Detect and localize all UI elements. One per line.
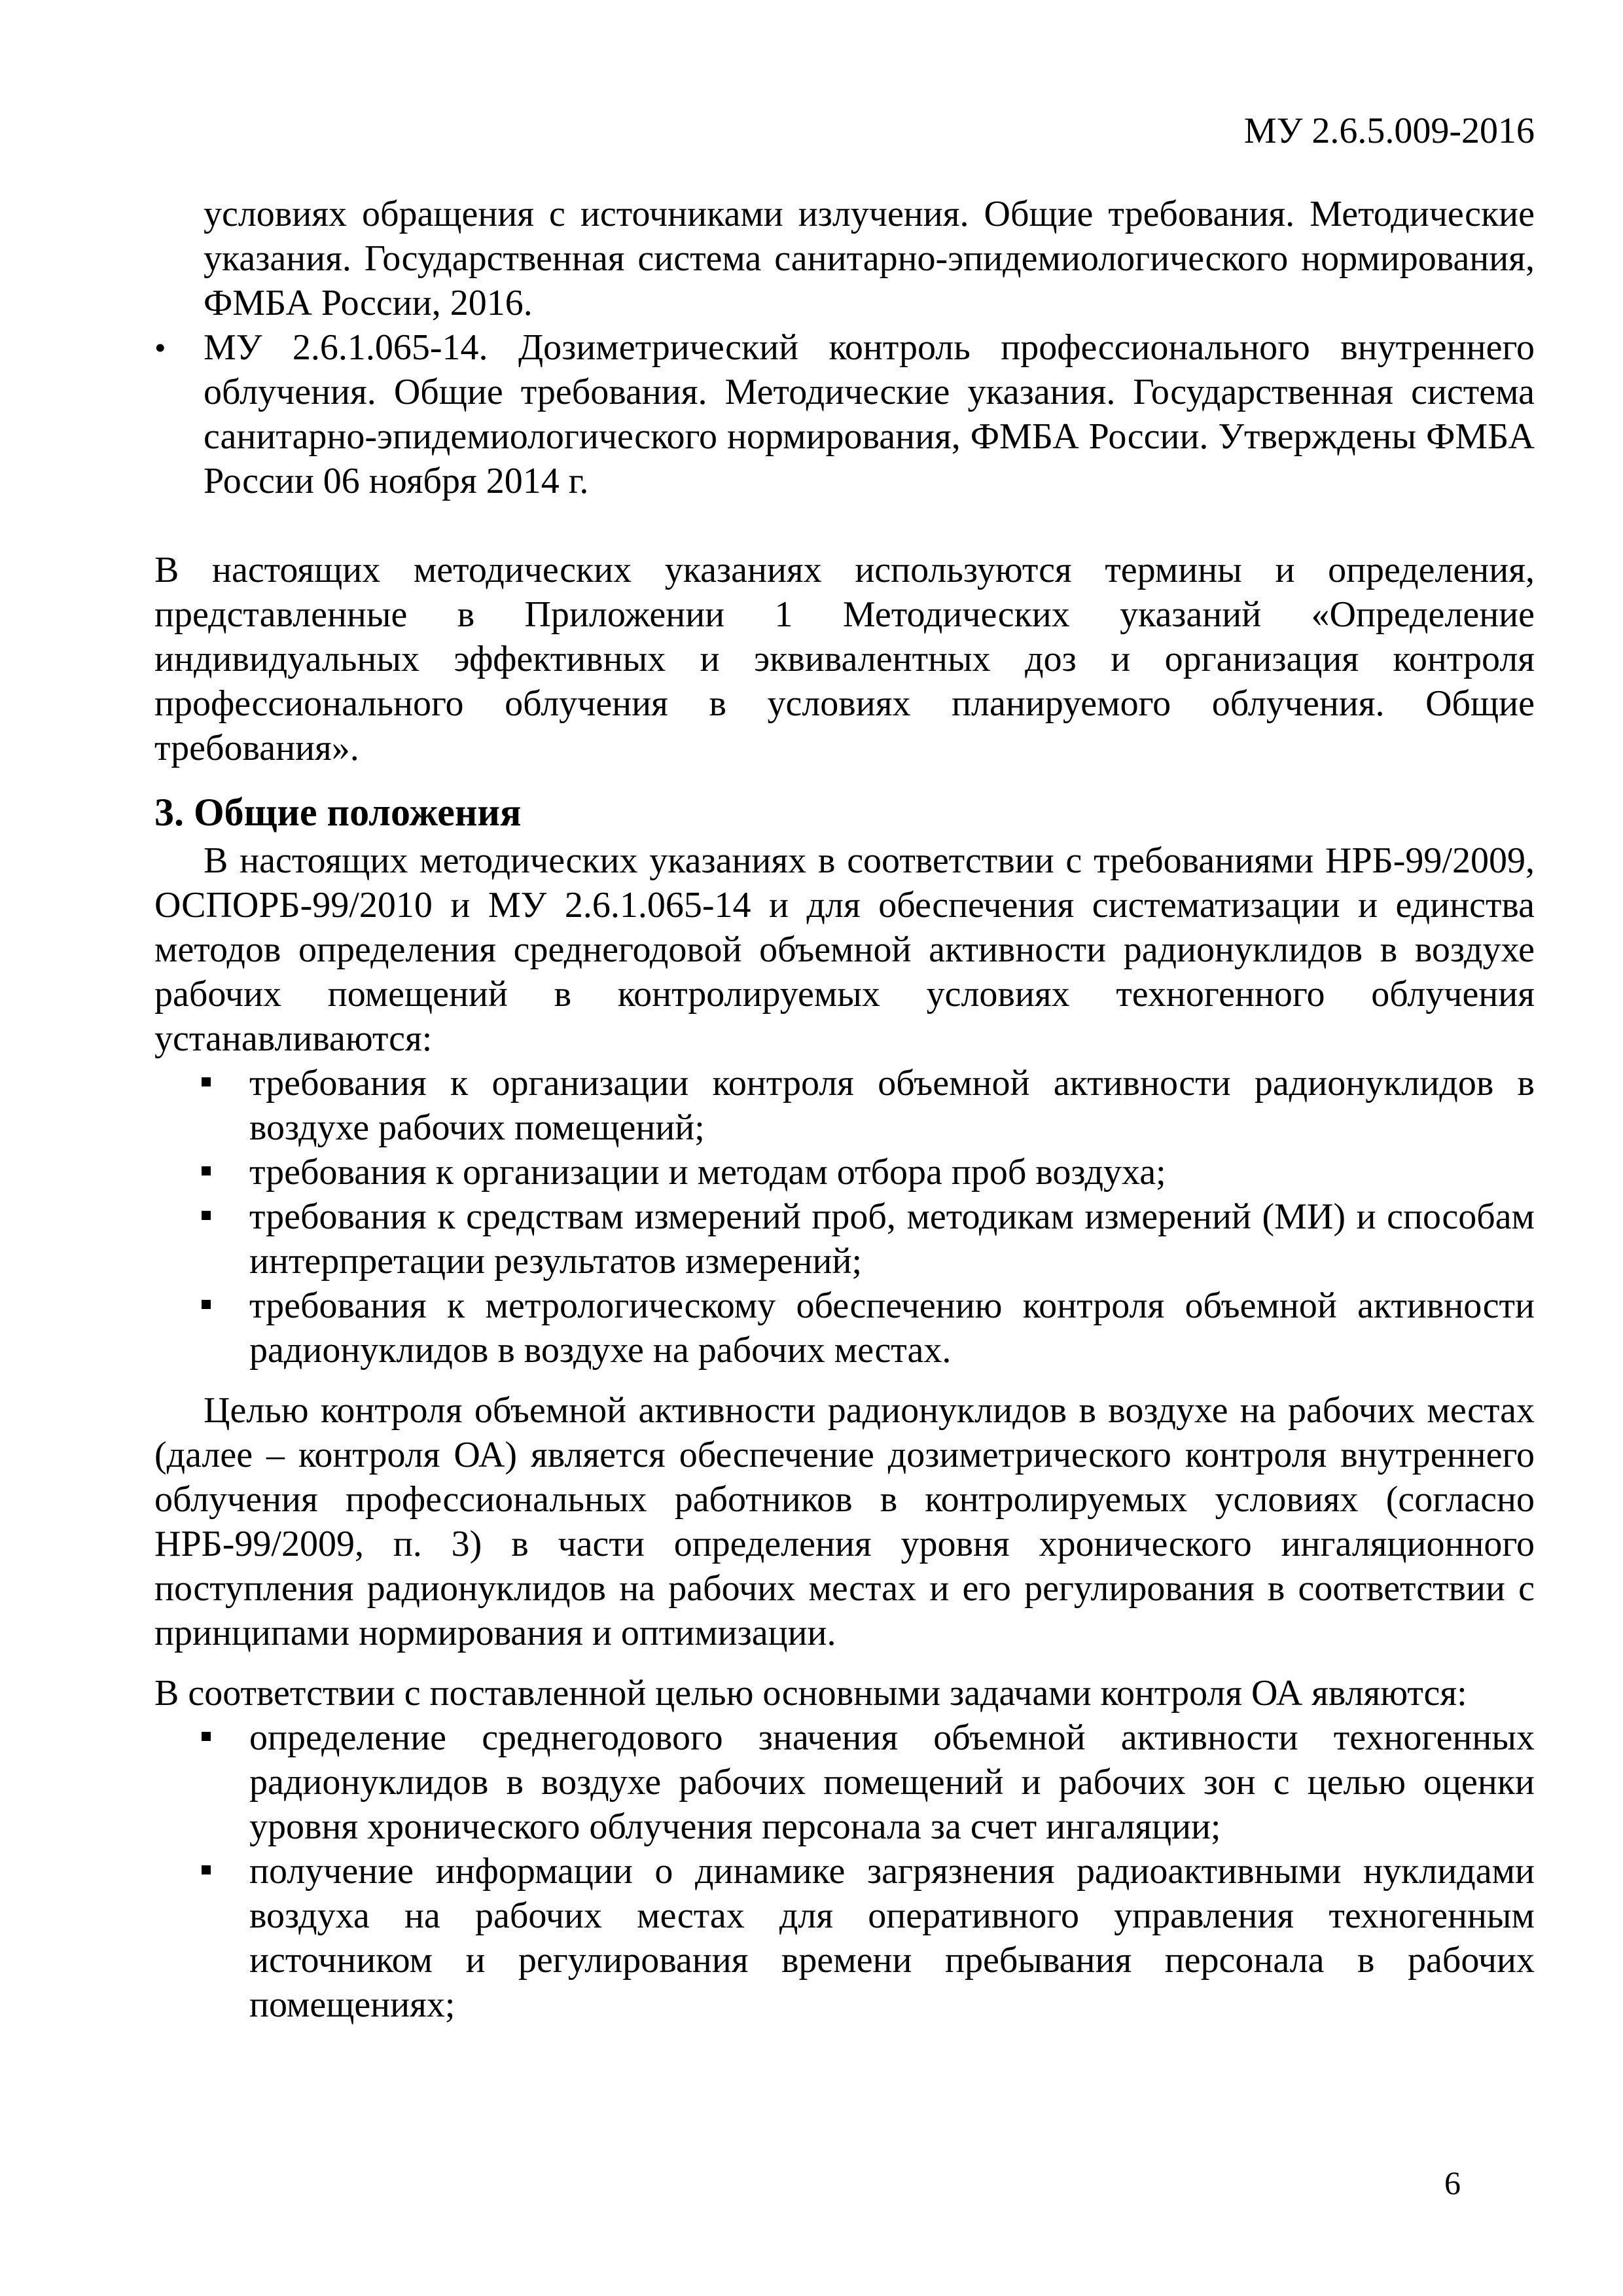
reference-item	[154, 325, 1535, 503]
requirement-item	[249, 1283, 1535, 1372]
task-item	[249, 1715, 1535, 1849]
bullet-dot: •	[154, 329, 166, 366]
square-bullet-icon	[202, 1077, 211, 1086]
requirement-text: требования к метрологическому обеспечению контроля объемной активности радионуклидов в воздухе на рабочих местах.	[249, 1285, 1535, 1371]
reference-continuation	[154, 192, 1535, 325]
task-text: определение среднегодового значения объемной активности техногенных радионуклидов в воздухе рабочих помещений и рабочих зон с целью оценки уровня хронического облучения персонала за счет ингаляции;	[249, 1717, 1535, 1847]
requirement-item	[249, 1194, 1535, 1283]
requirement-item	[249, 1061, 1535, 1150]
square-bullet-icon	[202, 1300, 211, 1309]
tasks-list	[154, 1715, 1535, 2027]
document-code: МУ 2.6.5.009-2016	[1243, 111, 1535, 151]
reference-item-text: МУ 2.6.1.065-14. Дозиметрический контроль профессионального внутреннего облучения. Общие требования. Методические указания. Государственная система санитарно-эпидемиологического нормирования, ФМБА России. Утверждены ФМБА России 06 ноября 2014 г.	[204, 327, 1535, 501]
square-bullet-icon	[202, 1865, 211, 1874]
requirements-list	[154, 1061, 1535, 1372]
requirement-text: требования к организации контроля объемной активности радионуклидов в воздухе рабочих помещений;	[249, 1063, 1535, 1148]
page-content	[154, 192, 1535, 2027]
task-text: получение информации о динамике загрязнения радиоактивными нуклидами воздуха на рабочих местах для оперативного управления техногенным источником и регулирования времени пребывания персонала в рабочих помещениях;	[249, 1851, 1535, 2025]
tasks-intro: В соответствии с поставленной целью основными задачами контроля ОА являются:	[154, 1673, 1467, 1713]
square-bullet-icon	[202, 1166, 211, 1175]
requirement-text: требования к средствам измерений проб, методикам измерений (МИ) и способам интерпретации результатов измерений;	[249, 1196, 1535, 1282]
square-bullet-icon	[202, 1732, 211, 1741]
terms-paragraph: В настоящих методических указаниях используются термины и определения, представленные в Приложении 1 Методических указаний «Определение индивидуальных эффективных и эквивалентных доз и организация контроля профессионального облучения в условиях планируемого облучения. Общие требования».	[154, 550, 1535, 768]
task-item	[249, 1849, 1535, 2027]
reference-continuation-text: условиях обращения с источниками излучения. Общие требования. Методические указания. Государственная система санитарно-эпидемиологического нормирования, ФМБА России, 2016.	[204, 194, 1535, 323]
page-number: 6	[1444, 2164, 1461, 2201]
requirement-item	[249, 1150, 1535, 1194]
requirement-text: требования к организации и методам отбора проб воздуха;	[249, 1152, 1166, 1193]
section-intro: В настоящих методических указаниях в соответствии с требованиями НРБ-99/2009, ОСПОРБ-99/2010 и МУ 2.6.1.065-14 и для обеспечения систематизации и единства методов определения среднегодовой объемной активности радионуклидов в воздухе рабочих помещений в контролируемых условиях техногенного облучения устанавливаются:	[154, 840, 1535, 1059]
goal-paragraph: Целью контроля объемной активности радионуклидов в воздухе на рабочих местах (далее – контроля ОА) является обеспечение дозиметрического контроля внутреннего облучения профессиональных работников в контролируемых условиях (согласно НРБ-99/2009, п. 3) в части определения уровня хронического ингаляционного поступления радионуклидов на рабочих местах и его регулирования в соответствии с принципами нормирования и оптимизации.	[154, 1390, 1535, 1653]
section-heading: 3. Общие положения	[154, 791, 522, 834]
reference-list	[154, 325, 1535, 503]
square-bullet-icon	[202, 1211, 211, 1220]
